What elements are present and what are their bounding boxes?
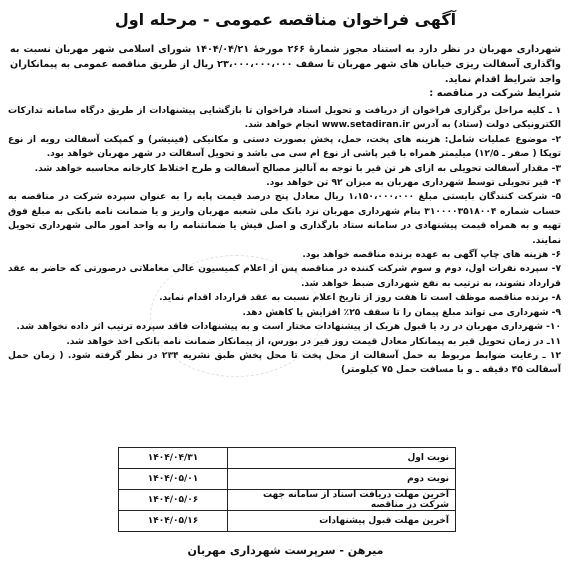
table-row: [119, 490, 456, 511]
table-row: [119, 511, 456, 532]
schedule-label: نوبت اول: [228, 448, 456, 469]
table-row: [119, 448, 456, 469]
schedule-date: ۱۴۰۴/۰۵/۰۶: [119, 490, 228, 511]
condition-item: ۹- شهرداری می تواند مبلغ پیمان را تا سقف ۲۵٪ افزایش یا کاهش دهد.: [242, 307, 561, 318]
condition-item: ۱۱ـ در زمان تحویل قیر به پیمانکار معادل قیمت روز قیر در بورس، از پیمانکار ضمانت نامه بانکی اخذ خواهد شد.: [66, 336, 561, 347]
condition-item: ۸- برنده مناقصه موظف است تا هفت روز از تاریخ اعلام نسبت به عقد قرارداد اقدام نماید.: [159, 293, 561, 304]
conditions-list: [8, 104, 561, 378]
condition-item: ۵- شرکت کنندگان بایستی مبلغ ۱،۱۵۰،۰۰۰،۰۰۰ ریال معادل پنج درصد قیمت پایه را به عنوان سپرده شرکت در مناقصه به حساب شماره ۳۱۰۰۰۰۳۵۱۸۰۰۴ بنام شهرداری مهربان نزد بانک ملی شعبه مهربان واریز و یا ضمانت نامه بانکی به مبلغ فوق تهیه و به همراه قیمت پیشنهادی در سامانه ستاد بارگذاری و اصل فیش یا ضمانتنامه را به واحد امور مالی شهرداری تحویل نمایند.: [8, 192, 561, 246]
schedule-label: نوبت دوم: [228, 469, 456, 490]
schedule-table: [118, 447, 456, 532]
schedule-date: ۱۴۰۴/۰۴/۳۱: [119, 448, 228, 469]
conditions-heading: شرایط شرکت در مناقصه :: [429, 88, 561, 99]
condition-item: ۱ ـ کلیه مراحل برگزاری فراخوان از دریافت و تحویل اسناد فراخوان تا بازگشایی پیشنهادات از طریق درگاه سامانه تدارکات الکترونیکی دولت (ستاد) به آدرس www.setadiran.ir انجام خواهد شد.: [8, 106, 561, 131]
condition-item: ۶- هزینه های چاپ آگهی به عهده برنده مناقصه خواهد بود.: [302, 250, 561, 261]
schedule-date: ۱۴۰۴/۰۵/۱۶: [119, 511, 228, 532]
table-row: [119, 469, 456, 490]
schedule-label: آخرین مهلت قبول پیشنهادات: [228, 511, 456, 532]
condition-item: ۳- مقدار آسفالت تحویلی به ازای هر تن قیر با توجه به آنالیز مصالح آسفالت و طرح اختلاط کارخانه محاسبه خواهد شد.: [34, 163, 561, 174]
signature-line: میرهن - سرپرست شهرداری مهربان: [187, 544, 384, 557]
intro-paragraph: شهرداری مهربان در نظر دارد به استناد مجوز شمارهٔ ۲۶۶ مورخهٔ ۱۴۰۴/۰۴/۲۱ شورای اسلامی شهر مهربان نسبت به واگذاری آسفالت ریزی خیابان های شهر مهربان تا سقف ۲۳،۰۰۰،۰۰۰،۰۰۰ ریال از طریق مناقصه عمومی به پیمانکاران واجد شرایط اقدام نماید.: [10, 44, 561, 85]
schedule-date: ۱۴۰۴/۰۵/۰۱: [119, 469, 228, 490]
schedule-label: آخرین مهلت دریافت اسناد از سامانه جهت شرکت در مناقصه: [228, 490, 456, 511]
condition-item: ۱۰- شهرداری مهربان در رد یا قبول هریک از پیشنهادات مختار است و به پیشنهادات فاقد سپرده ترتیب اثر داده نخواهد شد.: [16, 322, 561, 333]
condition-item: ۲- موضوع عملیات شامل: هزینه های پخت، حمل، پخش بصورت دستی و مکانیکی (فینیشر) و کمپکت آسفالت رویه از نوع توپکا ( صفر ـ ۱۲/۵) میلیمتر همراه با قیر پاشی از نوع ام سی می باشد و تحویل آسفالت در شهر مهربان خواهد بود.: [8, 134, 561, 160]
condition-item: ۱۲ ـ رعایت ضوابط مربوط به حمل آسفالت از محل پخت تا محل پخش طبق نشریه ۲۳۴ در نظر گرفته شود. ( زمان حمل آسفالت ۴۵ دقیقه ـ و با مسافت حمل ۷۵ کیلومتر): [8, 350, 561, 376]
condition-item: ۷- سپرده نفرات اول، دوم و سوم شرکت کننده در مناقصه پس از اعلام کمیسیون عالی معاملاتی درصورتی که حاضر به عقد قرارداد نشوند، به ترتیب به نفع شهرداری ضبط خواهد شد.: [8, 264, 561, 289]
notice-title: آگهی فراخوان مناقصه عمومی - مرحله اول: [114, 10, 457, 29]
condition-item: ۴- قیر تحویلی توسط شهرداری مهربان به میزان ۹۲ تن خواهد بود.: [266, 178, 561, 189]
